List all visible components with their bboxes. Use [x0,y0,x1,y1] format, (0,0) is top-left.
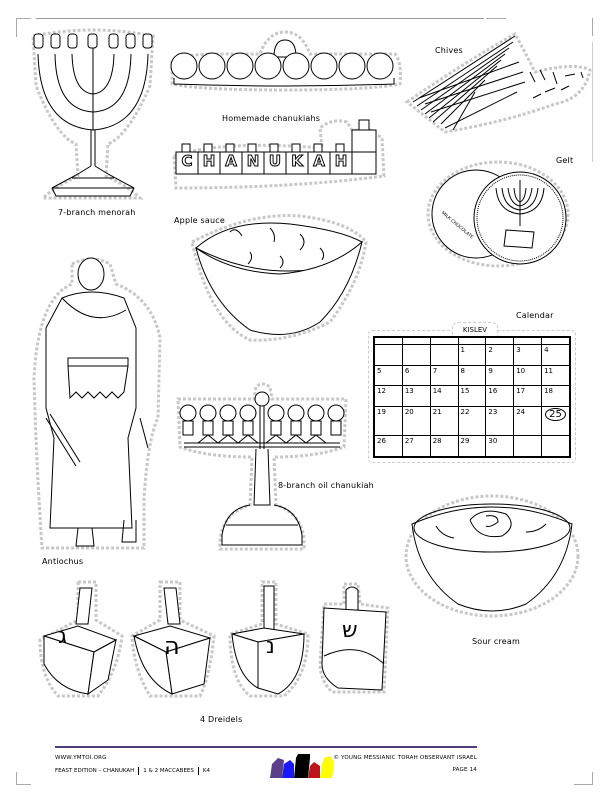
calendar-day: 7 [430,365,458,386]
calendar-day: 17 [514,386,542,407]
label-apple-sauce: Apple sauce [174,216,225,225]
frame-top-line [36,18,484,19]
calendar-month: KISLEV [452,322,498,337]
calendar-day: 2 [486,345,514,366]
gelt-coins-illustration [428,160,570,268]
label-antiochus: Antiochus [42,557,84,566]
calendar-week [375,345,570,366]
dreidel-letter-gimel: ג [58,624,68,649]
footer-divider [55,746,477,748]
apple-chanukiah-illustration [170,32,400,92]
calendar-day [430,345,458,366]
footer-level: K4 [202,768,211,774]
calendar-day: 22 [458,406,486,436]
label-sour-cream: Sour cream [472,637,521,646]
footer-meta [55,767,210,775]
label-chives: Chives [435,46,463,55]
calendar-day: 24 [514,406,542,436]
dreidel-1-illustration [38,580,124,698]
label-gelt: Gelt [556,156,574,165]
calendar-day [542,436,570,457]
label-8-branch-oil-chanukiah: 8-branch oil chanukiah [278,481,374,490]
block-letter: A [225,152,237,170]
calendar-week [375,386,570,407]
calendar-day: 8 [458,365,486,386]
calendar-day: 30 [486,436,514,457]
gelt-coin-text: MILK CHOCOLATE [440,210,474,241]
block-letter: N [246,152,260,170]
calendar-day: 21 [430,406,458,436]
calendar-day: 15 [458,386,486,407]
chanukah-blocks-letters [176,152,352,174]
calendar-day-highlighted [542,406,570,436]
calendar-day [514,436,542,457]
label-homemade-chanukiahs: Homemade chanukiahs [222,114,321,123]
sour-cream-bowl-illustration [406,496,578,618]
calendar-week [375,365,570,386]
antiochus-figure-illustration [32,258,160,552]
dreidel-letter-shin: ש [342,618,358,643]
block-letter: H [334,152,348,170]
label-7-branch-menorah: 7-branch menorah [58,208,136,217]
calendar-day: 19 [375,406,403,436]
footer-separator [198,767,199,775]
calendar-day: 6 [402,365,430,386]
chives-illustration [405,32,590,134]
calendar-day: 29 [458,436,486,457]
calendar-day: 5 [375,365,403,386]
calendar-day: 23 [486,406,514,436]
label-calendar: Calendar [516,311,554,320]
menorah-7-branch-illustration [28,26,158,201]
calendar-day: 10 [514,365,542,386]
frame-corner-bottom-left [16,772,31,785]
block-letter: A [313,152,325,170]
calendar-day: 12 [375,386,403,407]
footer-book: 1 & 2 MACCABEES [143,768,194,774]
apple-sauce-bowl-illustration [190,212,366,342]
calendar-day: 11 [542,365,570,386]
calendar-day: 4 [542,345,570,366]
block-letter: U [268,152,282,170]
frame-corner-bottom-right [574,772,593,785]
frame-right-line [592,18,593,36]
dreidel-letter-nun: נ [266,634,275,659]
calendar-day: 27 [402,436,430,457]
calendar-week [375,406,570,436]
block-letter: C [181,152,193,170]
footer-website: WWW.YMTOI.ORG [55,755,107,761]
calendar-day: 20 [402,406,430,436]
calendar-day: 18 [542,386,570,407]
calendar-day: 16 [486,386,514,407]
calendar-day: 1 [458,345,486,366]
calendar-day: 26 [375,436,403,457]
calendar-grid [373,336,571,458]
calendar-header-row [375,338,570,345]
calendar-day: 14 [430,386,458,407]
footer-series: FEAST EDITION – CHANUKAH [55,768,135,774]
footer-copyright: © YOUNG MESSIANIC TORAH OBSERVANT ISRAEL [333,755,477,761]
label-4-dreidels: 4 Dreidels [200,715,243,724]
footer-page-number: PAGE 14 [452,767,477,773]
footer-separator [138,767,139,775]
calendar-day: 3 [514,345,542,366]
calendar-day: 9 [486,365,514,386]
calendar-week [375,436,570,457]
frame-right-line-long [592,42,593,162]
calendar-day [402,345,430,366]
block-letter: K [291,152,303,170]
calendar-day: 28 [430,436,458,457]
block-letter: H [202,152,216,170]
calendar-day [375,345,403,366]
frame-corner-top-right [486,18,506,20]
dreidel-letter-hei: ה [164,632,180,660]
ymtoi-logo-icon [268,752,338,780]
oil-chanukiah-illustration [176,385,348,555]
circled-day: 25 [545,408,566,421]
calendar-day: 13 [402,386,430,407]
